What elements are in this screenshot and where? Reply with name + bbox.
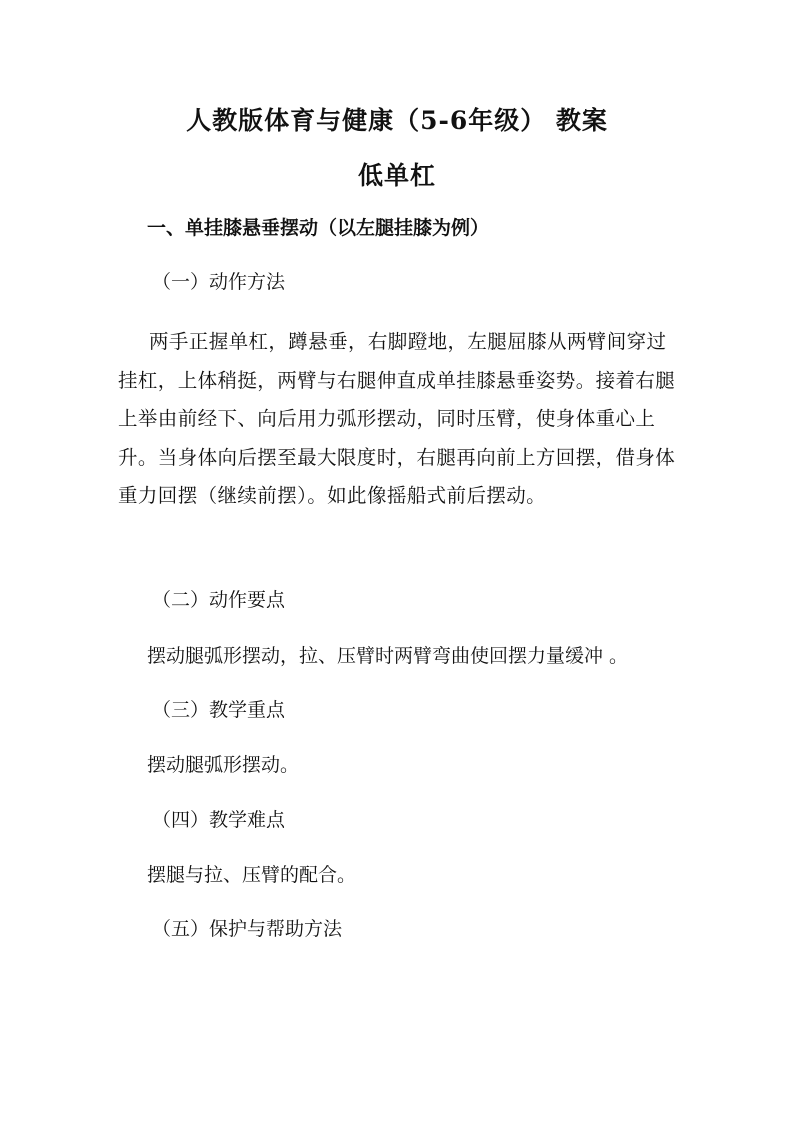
subsection-4-body: 摆腿与拉、压臂的配合。 bbox=[147, 864, 357, 886]
subsection-1-heading: （一）动作方法 bbox=[152, 271, 286, 293]
subsection-3-heading: （三）教学重点 bbox=[152, 699, 286, 721]
subsection-2-heading: （二）动作要点 bbox=[152, 589, 286, 611]
subsection-1-body: 两手正握单杠，蹲悬垂，右脚蹬地，左腿屈膝从两臂间穿过挂杠，上体稍挺，两臂与右腿伸直成单挂膝悬垂姿势。接着右腿上举由前经下、向后用力弧形摆动，同时压臂，使身体重心上升。当身体向后摆至最大限度时，右腿再向前上方回摆，借身体重力回摆（继续前摆）。如此像摇船式前后摆动。 bbox=[118, 330, 676, 508]
document-title: 人教版体育与健康（5-6年级） 教案 bbox=[186, 106, 608, 135]
document-subtitle: 低单杠 bbox=[357, 161, 436, 190]
subsection-3-body: 摆动腿弧形摆动。 bbox=[147, 754, 300, 776]
subsection-2-body: 摆动腿弧形摆动，拉、压臂时两臂弯曲使回摆力量缓冲 。 bbox=[147, 645, 629, 667]
subsection-4-heading: （四）教学难点 bbox=[152, 809, 286, 831]
subsection-5-heading: （五）保护与帮助方法 bbox=[152, 918, 343, 940]
section-1-heading: 一、单挂膝悬垂摆动（以左腿挂膝为例） bbox=[147, 217, 490, 239]
